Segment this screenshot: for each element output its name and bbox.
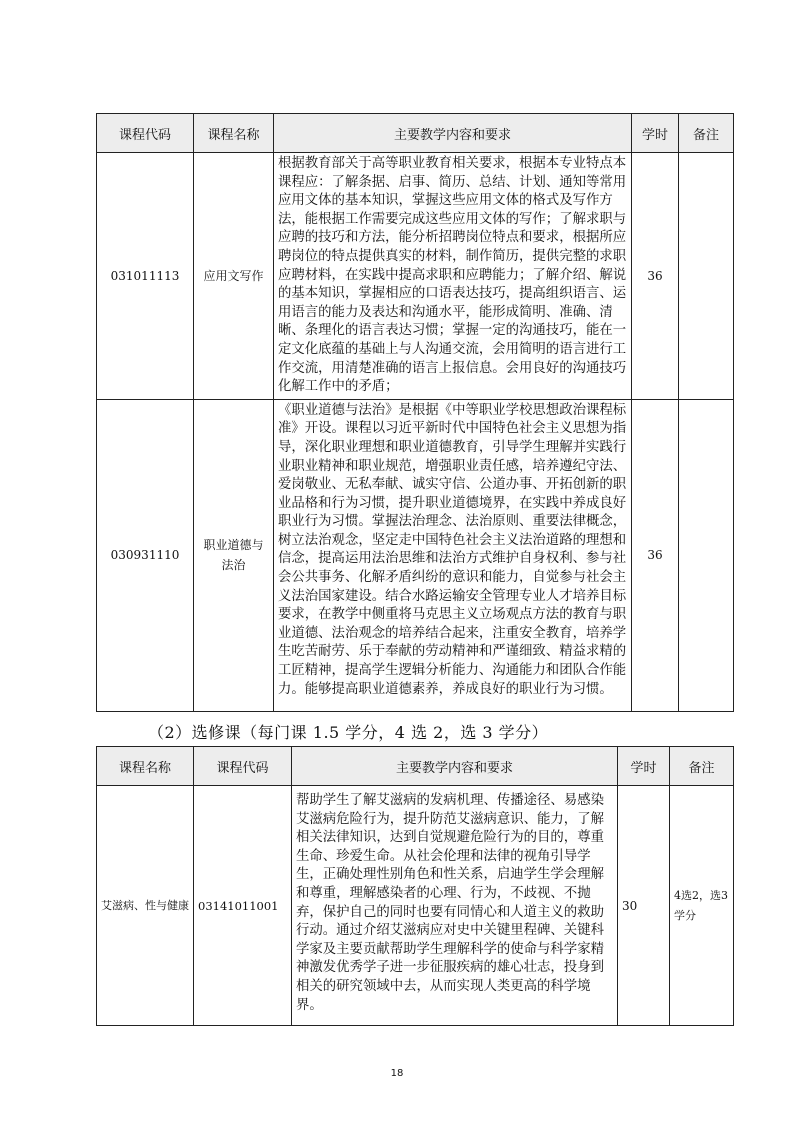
header-content: 主要教学内容和要求 xyxy=(274,114,632,153)
header-course-name: 课程名称 xyxy=(97,747,194,786)
header-remark: 备注 xyxy=(670,747,734,786)
course-name-cell: 职业道德与法治 xyxy=(194,399,274,711)
required-courses-table xyxy=(96,113,734,712)
course-code-cell: 030931110 xyxy=(97,399,194,711)
table-row xyxy=(97,786,734,1026)
header-course-code: 课程代码 xyxy=(194,747,292,786)
course-name-cell: 应用文写作 xyxy=(194,153,274,400)
course-hours-cell: 36 xyxy=(632,399,679,711)
header-hours: 学时 xyxy=(632,114,679,153)
table-header-row xyxy=(97,114,734,153)
header-hours: 学时 xyxy=(618,747,670,786)
header-course-name: 课程名称 xyxy=(194,114,274,153)
course-content-cell: 《职业道德与法治》是根据《中等职业学校思想政治课程标准》开设。课程以习近平新时代中国特色社会主义思想为指导，深化职业理想和职业道德教育，引导学生理解并实践行业职业精神和职业规范，增强职业责任感，培养遵纪守法、爱岗敬业、无私奉献、诚实守信、公道办事、开拓创新的职业品格和行为习惯，提升职业道德境界，在实践中养成良好职业行为习惯。掌握法治理念、法治原则、重要法律概念，树立法治观念，坚定走中国特色社会主义法治道路的理想和信念，提高运用法治思维和法治方式维护自身权利、参与社会公共事务、化解矛盾纠纷的意识和能力，自觉参与社会主义法治国家建设。结合水路运输安全管理专业人才培养目标要求，在教学中侧重将马克思主义立场观点方法的教育与职业道德、法治观念的培养结合起来，注重安全教育，培养学生吃苦耐劳、乐于奉献的劳动精神和严谨细致、精益求精的工匠精神，提高学生逻辑分析能力、沟通能力和团队合作能力。能够提高职业道德素养，养成良好的职业行为习惯。 xyxy=(274,399,632,711)
course-content-cell: 帮助学生了解艾滋病的发病机理、传播途径、易感染艾滋病危险行为，提升防范艾滋病意识、能力，了解相关法律知识，达到自觉规避危险行为的目的，尊重生命、珍爱生命。从社会伦理和法律的视角引导学生，正确处理性别角色和性关系，启迪学生学会理解和尊重，理解感染者的心理、行为，不歧视、不抛弃，保护自己的同时也要有同情心和人道主义的救助行动。通过介绍艾滋病应对史中关键里程碑、关键科学家及主要贡献帮助学生理解科学的使命与科学家精神激发优秀学子进一步征服疾病的雄心壮志，投身到相关的研究领域中去，从而实现人类更高的科学境界。 xyxy=(292,786,618,1026)
course-name-cell: 艾滋病、性与健康 xyxy=(97,786,194,1026)
course-remark-cell xyxy=(679,399,734,711)
table-row xyxy=(97,399,734,711)
course-remark-cell: 4选2，选3学分 xyxy=(670,786,734,1026)
course-hours-cell: 30 xyxy=(618,786,670,1026)
elective-courses-table xyxy=(96,746,734,1026)
header-course-code: 课程代码 xyxy=(97,114,194,153)
section-title: （2）选修课（每门课 1.5 学分，4 选 2，选 3 学分） xyxy=(148,723,549,742)
table-header-row xyxy=(97,747,734,786)
course-code-cell: 031011113 xyxy=(97,153,194,400)
header-content: 主要教学内容和要求 xyxy=(292,747,618,786)
course-hours-cell: 36 xyxy=(632,153,679,400)
course-remark-cell xyxy=(679,153,734,400)
table-row xyxy=(97,153,734,400)
page-number: 18 xyxy=(390,1068,404,1079)
course-code-cell: 03141011001 xyxy=(194,786,292,1026)
header-remark: 备注 xyxy=(679,114,734,153)
course-content-cell: 根据教育部关于高等职业教育相关要求，根据本专业特点本课程应：了解条据、启事、简历、总结、计划、通知等常用应用文体的基本知识，掌握这些应用文体的格式及写作方法，能根据工作需要完成这些应用文体的写作；了解求职与应聘的技巧和方法，能分析招聘岗位特点和要求，根据所应聘岗位的特点提供真实的材料，制作简历，提供完整的求职应聘材料，在实践中提高求职和应聘能力；了解介绍、解说的基本知识，掌握相应的口语表达技巧，提高组织语言、运用语言的能力及表达和沟通水平，能形成简明、准确、清晰、条理化的语言表达习惯；掌握一定的沟通技巧，能在一定文化底蕴的基础上与人沟通交流，会用简明的语言进行工作交流，用清楚准确的语言上报信息。会用良好的沟通技巧化解工作中的矛盾； xyxy=(274,153,632,400)
